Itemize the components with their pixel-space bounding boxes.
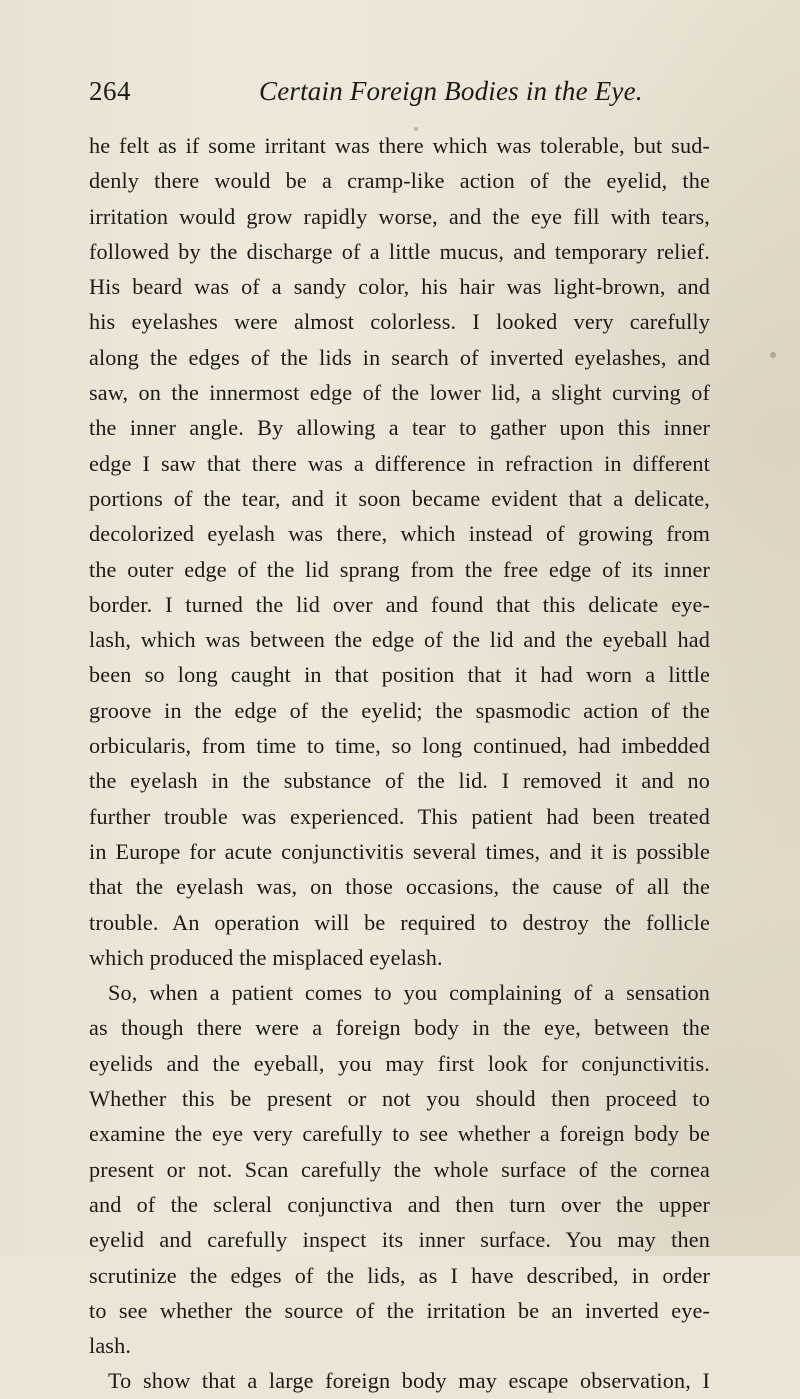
- text-line: Whether this be present or not you should then proceed to: [89, 1086, 710, 1112]
- text-line: groove in the edge of the eyelid; the spasmodic action of the: [89, 697, 710, 723]
- text-line: saw, on the innermost edge of the lower lid, a slight curving of: [89, 380, 710, 406]
- text-line: orbicularis, from time to time, so long continued, had imbedded: [89, 733, 710, 759]
- text-line: as though there were a foreign body in the eye, between the: [89, 1015, 710, 1041]
- text-line: followed by the discharge of a little mucus, and temporary relief.: [89, 238, 710, 264]
- text-line: he felt as if some irritant was there which was tolerable, but sud-: [89, 133, 710, 158]
- text-line: that the eyelash was, on those occasions, the cause of all the: [89, 874, 710, 900]
- paragraph-start-line: So, when a patient comes to you complaining of a sensation: [108, 980, 710, 1006]
- text-line: eyelid and carefully inspect its inner surface. You may then: [89, 1227, 710, 1253]
- text-line: present or not. Scan carefully the whole surface of the cornea: [89, 1156, 710, 1182]
- text-line: eyelids and the eyeball, you may first look for conjunctivitis.: [89, 1050, 710, 1076]
- text-line: lash, which was between the edge of the lid and the eyeball had: [89, 627, 710, 653]
- text-line: examine the eye very carefully to see whether a foreign body be: [89, 1121, 710, 1147]
- text-line: scrutinize the edges of the lids, as I have described, in order: [89, 1262, 710, 1288]
- body-text: [89, 128, 710, 1399]
- text-line: along the edges of the lids in search of inverted eyelashes, and: [89, 344, 710, 370]
- text-line: irritation would grow rapidly worse, and the eye fill with tears,: [89, 203, 710, 229]
- text-line: the outer edge of the lid sprang from the free edge of its inner: [89, 556, 710, 582]
- page-number: 264: [89, 76, 131, 106]
- text-line: been so long caught in that position that it had worn a little: [89, 662, 710, 688]
- text-line: the eyelash in the substance of the lid. I removed it and no: [89, 768, 710, 794]
- paragraph-end-line: lash.: [89, 1333, 132, 1359]
- text-line: His beard was of a sandy color, his hair was light-brown, and: [89, 274, 710, 300]
- paper-speck: [770, 352, 776, 358]
- text-line: his eyelashes were almost colorless. I looked very carefully: [89, 309, 710, 335]
- text-line: border. I turned the lid over and found that this delicate eye-: [89, 591, 710, 617]
- text-line: denly there would be a cramp-like action of the eyelid, the: [89, 168, 710, 194]
- text-line: and of the scleral conjunctiva and then turn over the upper: [89, 1191, 710, 1217]
- text-line: edge I saw that there was a difference in refraction in different: [89, 450, 710, 476]
- paragraph-start-line: To show that a large foreign body may escape observation, I: [108, 1368, 710, 1394]
- text-line: portions of the tear, and it soon became evident that a delicate,: [89, 485, 710, 511]
- text-line: to see whether the source of the irritation be an inverted eye-: [89, 1297, 710, 1323]
- paragraph-end-line: which produced the misplaced eyelash.: [89, 944, 443, 970]
- text-line: the inner angle. By allowing a tear to gather upon this inner: [89, 415, 710, 441]
- text-line: further trouble was experienced. This patient had been treated: [89, 803, 710, 829]
- running-head: [89, 76, 710, 116]
- text-line: trouble. An operation will be required to destroy the follicle: [89, 909, 710, 935]
- text-line: in Europe for acute conjunctivitis several times, and it is possible: [89, 838, 710, 864]
- text-line: decolorized eyelash was there, which instead of growing from: [89, 521, 710, 547]
- running-title: Certain Foreign Bodies in the Eye.: [259, 76, 643, 106]
- paper-speck: [414, 127, 418, 131]
